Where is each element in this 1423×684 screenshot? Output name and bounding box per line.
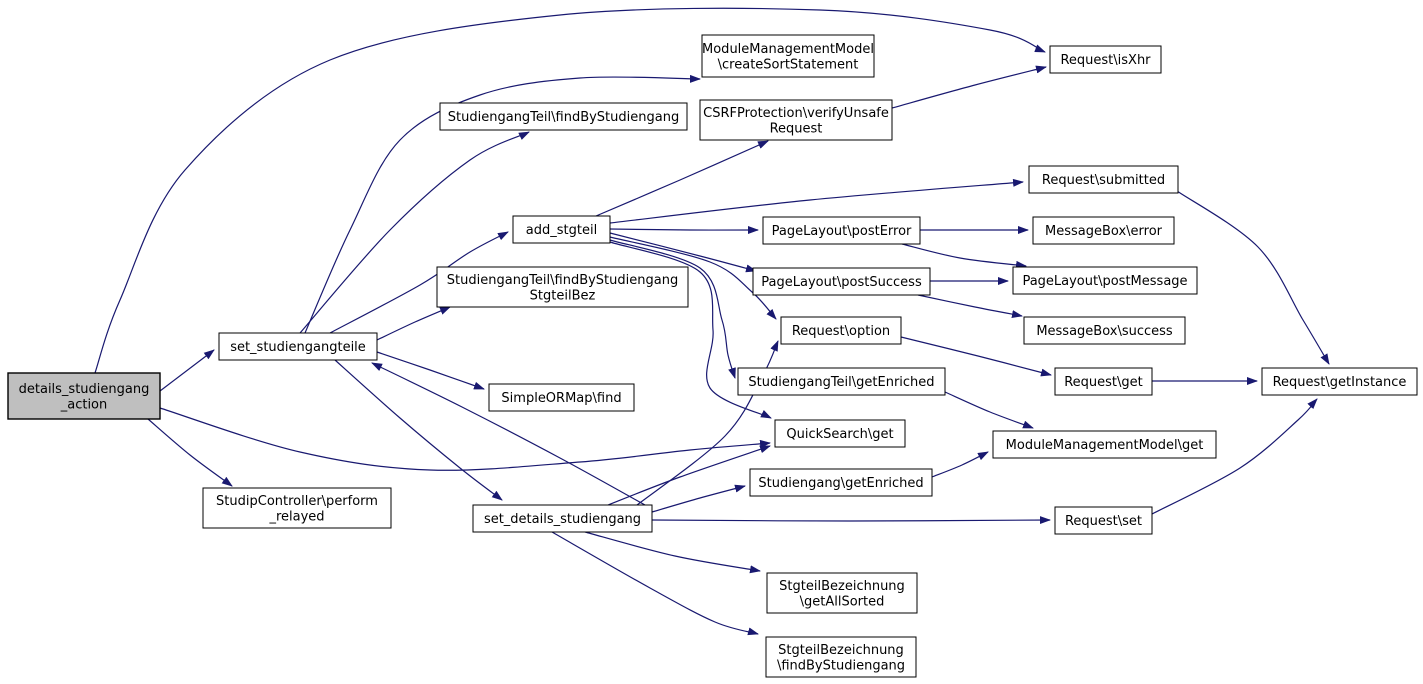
node-postError[interactable] bbox=[763, 217, 920, 244]
node-label-postError-line1: PageLayout\postError bbox=[771, 224, 912, 239]
edge-details_studiengang_action-to-isXhr bbox=[95, 8, 1045, 373]
edge-Studiengang_getEnriched-to-ModuleManagementModel_get bbox=[932, 452, 988, 477]
edge-set_details_studiengang-to-QuickSearch_get bbox=[608, 446, 770, 505]
node-MessageBox_success[interactable] bbox=[1024, 317, 1185, 344]
node-label-StudiengangTeil_getEnriched-line1: StudiengangTeil\getEnriched bbox=[748, 375, 935, 390]
node-add_stgteil[interactable] bbox=[513, 216, 610, 243]
node-SimpleORMap_find[interactable] bbox=[489, 384, 634, 411]
node-label-StgteilBez_findByStudiengang-line2: \findByStudiengang bbox=[776, 658, 906, 674]
edge-set_details_studiengang-to-Request_set bbox=[652, 520, 1050, 521]
node-label-perform_relayed-line1: StudipController\perform bbox=[216, 493, 378, 509]
node-submitted[interactable] bbox=[1029, 166, 1178, 193]
node-label-postMessage-line1: PageLayout\postMessage bbox=[1022, 274, 1188, 289]
node-label-findByStudiengang-line1: StudiengangTeil\findByStudiengang bbox=[447, 110, 680, 125]
edge-postError-to-postMessage bbox=[902, 244, 1026, 266]
node-createSortStatement[interactable] bbox=[702, 35, 874, 77]
node-label-submitted-line1: Request\submitted bbox=[1041, 173, 1166, 188]
node-QuickSearch_get[interactable] bbox=[775, 420, 905, 447]
node-Request_get[interactable] bbox=[1055, 368, 1152, 395]
edge-StudiengangTeil_getEnriched-to-ModuleManagementModel_get bbox=[945, 392, 1033, 428]
node-label-set_studiengangteile-line1: set_studiengangteile bbox=[230, 340, 366, 355]
node-label-isXhr-line1: Request\isXhr bbox=[1060, 53, 1151, 68]
edge-postSuccess-to-MessageBox_success bbox=[918, 295, 1022, 316]
node-label-getAllSorted-line2: \getAllSorted bbox=[799, 594, 885, 610]
edge-set_details_studiengang-to-Studiengang_getEnriched bbox=[652, 486, 745, 512]
edge-details_studiengang_action-to-perform_relayed bbox=[148, 419, 232, 486]
edge-set_studiengangteile-to-set_details_studiengang bbox=[335, 360, 502, 500]
node-label-QuickSearch_get-line1: QuickSearch\get bbox=[786, 427, 894, 442]
edge-set_studiengangteile-to-findByStudiengangStgteilBez bbox=[377, 307, 450, 340]
node-label-Studiengang_getEnriched-line1: Studiengang\getEnriched bbox=[758, 476, 924, 491]
node-label-ModuleManagementModel_get-line1: ModuleManagementModel\get bbox=[1005, 438, 1204, 453]
node-Request_set[interactable] bbox=[1055, 507, 1152, 534]
edge-verifyUnsafeRequest-to-isXhr bbox=[892, 67, 1046, 108]
node-label-MessageBox_error-line1: MessageBox\error bbox=[1045, 224, 1162, 239]
edge-add_stgteil-to-postSuccess bbox=[610, 233, 756, 271]
node-label-perform_relayed-line2: _relayed bbox=[269, 509, 325, 525]
node-option[interactable] bbox=[781, 317, 901, 344]
node-verifyUnsafeRequest[interactable] bbox=[700, 100, 892, 140]
edge-set_details_studiengang-to-getAllSorted bbox=[585, 532, 760, 571]
edge-add_stgteil-to-verifyUnsafeRequest bbox=[596, 141, 768, 216]
node-label-findByStudiengangStgteilBez-line2: StgteilBez bbox=[529, 288, 596, 304]
node-label-getAllSorted-line1: StgteilBezeichnung bbox=[779, 578, 905, 594]
node-perform_relayed[interactable] bbox=[203, 488, 391, 528]
node-label-createSortStatement-line2: \createSortStatement bbox=[717, 57, 859, 73]
node-findByStudiengang[interactable] bbox=[440, 103, 687, 130]
edge-details_studiengang_action-to-set_studiengangteile bbox=[160, 350, 214, 391]
node-set_studiengangteile[interactable] bbox=[219, 333, 377, 360]
node-ModuleManagementModel_get[interactable] bbox=[993, 431, 1216, 458]
node-MessageBox_error[interactable] bbox=[1033, 217, 1174, 244]
node-details_studiengang_action[interactable] bbox=[8, 373, 160, 419]
node-getInstance[interactable] bbox=[1262, 368, 1417, 395]
node-StudiengangTeil_getEnriched[interactable] bbox=[738, 368, 945, 395]
node-label-SimpleORMap_find-line1: SimpleORMap\find bbox=[501, 391, 622, 406]
edge-submitted-to-getInstance bbox=[1177, 191, 1329, 364]
node-postMessage[interactable] bbox=[1013, 267, 1197, 294]
edge-set_details_studiengang-to-StgteilBez_findByStudiengang bbox=[552, 532, 758, 634]
node-findByStudiengangStgteilBez[interactable] bbox=[437, 267, 688, 307]
node-isXhr[interactable] bbox=[1050, 46, 1161, 73]
node-label-postSuccess-line1: PageLayout\postSuccess bbox=[761, 275, 922, 290]
node-label-verifyUnsafeRequest-line1: CSRFProtection\verifyUnsafe bbox=[703, 105, 889, 121]
node-label-Request_set-line1: Request\set bbox=[1064, 514, 1143, 529]
node-label-verifyUnsafeRequest-line2: Request bbox=[769, 121, 823, 137]
node-StgteilBez_findByStudiengang[interactable] bbox=[766, 637, 916, 677]
node-label-getInstance-line1: Request\getInstance bbox=[1272, 375, 1407, 390]
node-getAllSorted[interactable] bbox=[767, 573, 917, 613]
edge-add_stgteil-to-postError bbox=[610, 229, 758, 230]
node-Studiengang_getEnriched[interactable] bbox=[750, 469, 932, 496]
node-label-details_studiengang_action-line1: details_studiengang bbox=[18, 381, 150, 397]
nodes-layer bbox=[8, 35, 1417, 677]
node-label-details_studiengang_action-line2: _action bbox=[60, 397, 108, 413]
node-label-set_details_studiengang-line1: set_details_studiengang bbox=[483, 512, 642, 527]
edge-set_studiengangteile-to-SimpleORMap_find bbox=[377, 352, 484, 389]
node-label-option-line1: Request\option bbox=[791, 324, 891, 339]
node-label-add_stgteil-line1: add_stgteil bbox=[525, 223, 598, 238]
edge-details_studiengang_action-to-QuickSearch_get bbox=[160, 408, 770, 470]
node-label-StgteilBez_findByStudiengang-line1: StgteilBezeichnung bbox=[778, 642, 904, 658]
node-label-MessageBox_success-line1: MessageBox\success bbox=[1036, 324, 1173, 339]
node-label-createSortStatement-line1: ModuleManagementModel bbox=[702, 41, 874, 57]
node-label-findByStudiengangStgteilBez-line1: StudiengangTeil\findByStudiengang bbox=[446, 272, 679, 288]
node-label-Request_get-line1: Request\get bbox=[1064, 375, 1143, 390]
node-set_details_studiengang[interactable] bbox=[473, 505, 652, 532]
node-postSuccess[interactable] bbox=[753, 268, 930, 295]
